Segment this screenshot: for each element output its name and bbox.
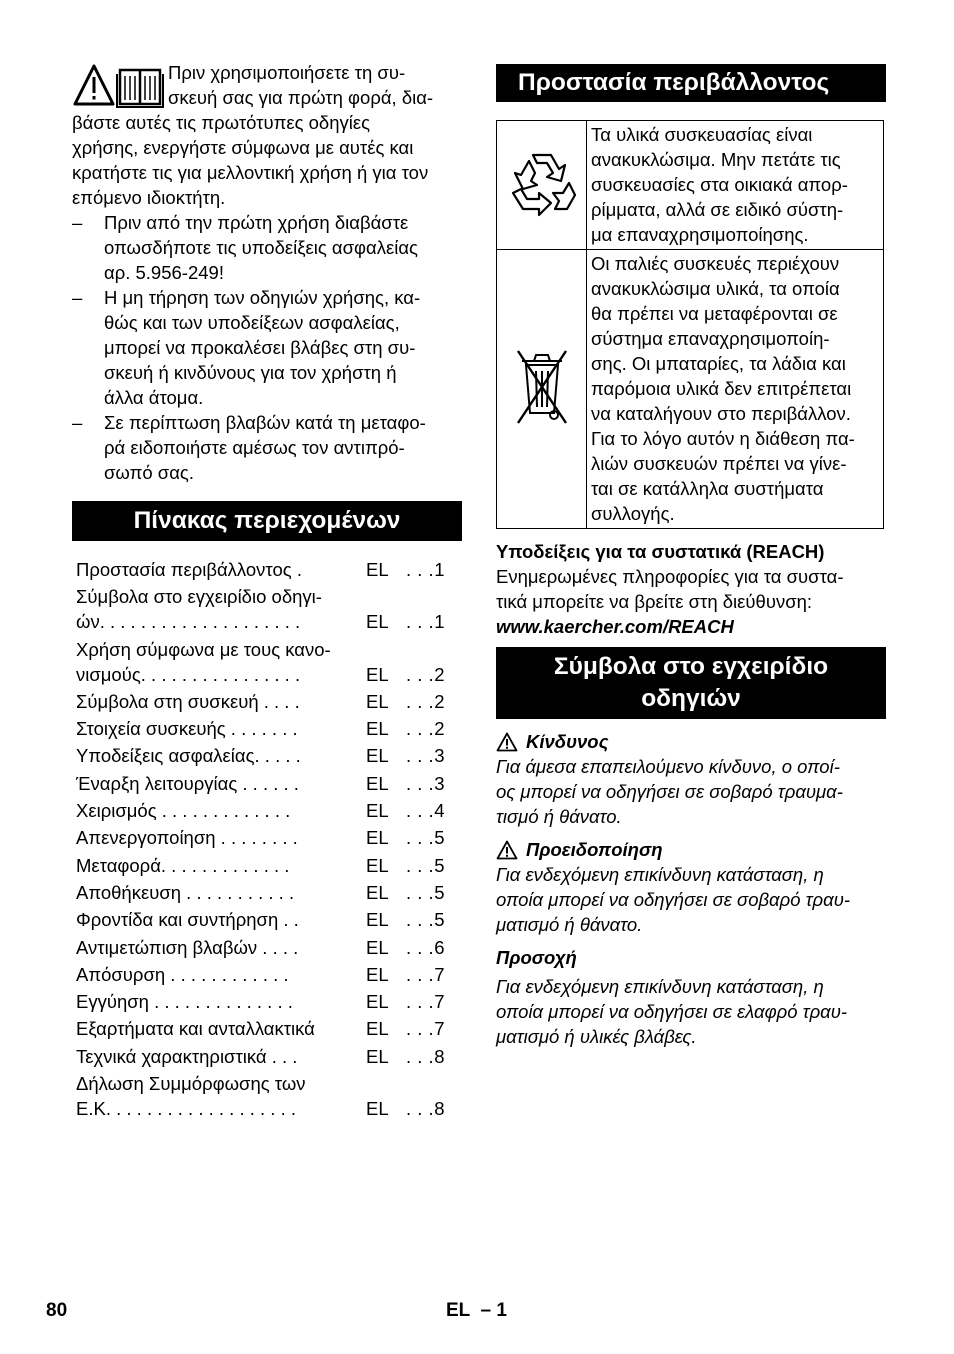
toc-entry-page: . . .7 — [406, 963, 445, 985]
intro-line: επόμενο ιδιοκτήτη. — [72, 187, 226, 208]
heading-line: οδηγιών — [641, 685, 741, 712]
toc-entry[interactable] — [72, 1071, 462, 1121]
desc-line: ος μπορεί να οδηγήσει σε σοβαρό τραυμα- — [496, 781, 843, 802]
symbol-title — [496, 945, 886, 970]
table-of-contents — [72, 557, 462, 1121]
toc-entry[interactable] — [72, 584, 462, 634]
reach-url-link[interactable]: www.kaercher.com/REACH — [496, 616, 734, 637]
crossed-bin-icon-cell — [497, 250, 587, 529]
toc-title-line: Αντιμετώπιση βλαβών . . . . — [76, 936, 299, 958]
toc-entry[interactable] — [72, 989, 462, 1014]
cell-line: ται σε κατάλληλα συστήματα — [591, 478, 824, 499]
symbol-title-text: Προσοχή — [496, 947, 577, 968]
toc-entry-lang: EL — [366, 663, 389, 685]
reach-title: Υποδείξεις για τα συστατικά (REACH) — [496, 541, 825, 562]
toc-entry-title — [76, 962, 366, 987]
bullet-dash: – — [72, 287, 83, 308]
left-column — [72, 60, 462, 1121]
toc-title-line: Εξαρτήματα και ανταλλακτικά — [76, 1018, 315, 1040]
toc-entry-page: . . .5 — [406, 827, 445, 849]
recycle-icon — [503, 143, 581, 221]
toc-entry-lang: EL — [366, 772, 389, 794]
cell-line: Τα υλικά συσκευασίας είναι — [591, 124, 813, 145]
toc-entry-page: . . .7 — [406, 1018, 445, 1040]
table-row — [497, 250, 884, 529]
toc-entry[interactable] — [72, 825, 462, 850]
old-devices-recycle-text — [587, 250, 884, 529]
toc-title-line: Στοιχεία συσκευής . . . . . . . — [76, 718, 298, 740]
toc-title-line: Έναρξη λειτουργίας . . . . . . — [76, 772, 299, 794]
toc-title-line: Τεχνικά χαρακτηριστικά . . . — [76, 1045, 298, 1067]
toc-entry-lang: EL — [366, 800, 389, 822]
cell-line: Για το λόγο αυτόν η διάθεση πα- — [591, 428, 855, 449]
toc-title-line: ών. . . . . . . . . . . . . . . . . . . . — [76, 611, 301, 633]
symbol-title — [496, 729, 886, 754]
right-column — [496, 64, 886, 1049]
toc-title-line: Εγγύηση . . . . . . . . . . . . . . — [76, 991, 293, 1013]
cell-line: συλλογής. — [591, 503, 675, 524]
toc-entry[interactable] — [72, 743, 462, 768]
intro-line: χρήσης, ενεργήστε σύμφωνα με αυτές και — [72, 137, 414, 158]
warning-triangle-icon — [496, 840, 518, 860]
reach-line: τικά μπορείτε να βρείτε στη διεύθυνση: — [496, 591, 813, 612]
reach-line: Ενημερωμένες πληροφορίες για τα συστα- — [496, 566, 844, 587]
toc-entry-title — [76, 716, 366, 741]
toc-entry-lang: EL — [366, 1018, 389, 1040]
page-number: 80 — [46, 1300, 68, 1321]
bullet-line: θώς και των υποδείξεων ασφαλείας, — [104, 312, 400, 333]
desc-line: Για ενδεχόμενη επικίνδυνη κατάσταση, η — [496, 864, 824, 885]
toc-entry-title — [76, 584, 366, 634]
table-row — [497, 121, 884, 250]
toc-entry-page: . . .8 — [406, 1098, 445, 1120]
toc-entry-lang: EL — [366, 611, 389, 633]
symbol-title — [496, 837, 886, 862]
bullet-line: αρ. 5.956-249! — [104, 262, 224, 283]
desc-line: οποία μπορεί να οδηγήσει σε σοβαρό τραυ- — [496, 889, 851, 910]
toc-entry-title — [76, 935, 366, 960]
toc-entry-lang: EL — [366, 963, 389, 985]
toc-entry-title — [76, 743, 366, 768]
heading-line: Σύμβολα στο εγχειρίδιο — [553, 653, 829, 680]
toc-entry-page: . . .4 — [406, 800, 445, 822]
toc-entry-title — [76, 1016, 366, 1041]
bullet-line: σκευή ή κινδύνους για τον χρήστη ή — [104, 362, 397, 383]
toc-entry-page: . . .2 — [406, 690, 445, 712]
cell-line: παρόμοια υλικά δεν επιτρέπεται — [591, 378, 852, 399]
toc-title-line: Προστασία περιβάλλοντος . — [76, 559, 302, 580]
toc-entry[interactable] — [72, 907, 462, 932]
bullet-line: άλλα άτομα. — [104, 387, 204, 408]
cell-line: συσκευασίες στα οικιακά απορ- — [591, 174, 848, 195]
desc-line: Για ενδεχόμενη επικίνδυνη κατάσταση, η — [496, 976, 824, 997]
toc-entry-title — [76, 557, 366, 582]
toc-title-line: Χρήση σύμφωνα με τους κανο- — [76, 638, 331, 660]
toc-entry-page: . . .1 — [406, 559, 445, 580]
safety-bullet-list — [72, 210, 462, 485]
toc-entry-page: . . .2 — [406, 663, 445, 685]
toc-entry-page: . . .3 — [406, 745, 445, 767]
warning-triangle-icon — [496, 732, 518, 752]
environment-heading: Προστασία περιβάλλοντος — [496, 64, 886, 102]
environment-table — [496, 120, 884, 529]
toc-title-line: Ε.Κ. . . . . . . . . . . . . . . . . . . — [76, 1098, 296, 1120]
toc-title-line: νισμούς. . . . . . . . . . . . . . . . — [76, 663, 301, 685]
toc-entry-lang: EL — [366, 909, 389, 931]
toc-title-line: Απόσυρση . . . . . . . . . . . . — [76, 963, 289, 985]
toc-entry[interactable] — [72, 798, 462, 823]
desc-line: ματισμό ή υλικές βλάβες. — [496, 1026, 697, 1047]
toc-entry-title — [76, 637, 366, 687]
toc-entry-title — [76, 1044, 366, 1069]
symbol-title-text: Κίνδυνος — [526, 731, 609, 752]
toc-entry[interactable] — [72, 557, 462, 582]
warning-manual-icon — [72, 62, 164, 108]
toc-entry-title — [76, 907, 366, 932]
toc-entry-page: . . .5 — [406, 881, 445, 903]
toc-title-line: Σύμβολα στη συσκευή . . . . — [76, 690, 300, 712]
toc-entry-page: . . .1 — [406, 611, 445, 633]
symbol-warning — [496, 837, 886, 937]
toc-entry-title — [76, 853, 366, 878]
cell-line: σης. Οι μπαταρίες, τα λάδια και — [591, 353, 846, 374]
toc-entry-lang: EL — [366, 1098, 389, 1120]
bullet-item — [72, 285, 462, 410]
intro-line: κρατήστε τις για μελλοντική χρήση ή για τον — [72, 162, 429, 183]
toc-entry-page: . . .5 — [406, 909, 445, 931]
symbol-description — [496, 974, 886, 1049]
toc-entry-title — [76, 989, 366, 1014]
crossed-bin-icon — [512, 341, 572, 431]
toc-entry[interactable] — [72, 771, 462, 796]
toc-entry[interactable] — [72, 689, 462, 714]
reach-section — [496, 539, 886, 639]
desc-line: οποία μπορεί να οδηγήσει σε ελαφρό τραυ- — [496, 1001, 848, 1022]
toc-entry-lang: EL — [366, 690, 389, 712]
toc-entry-lang: EL — [366, 936, 389, 958]
desc-line: τισμό ή θάνατο. — [496, 806, 622, 827]
toc-entry[interactable] — [72, 1044, 462, 1069]
toc-title-line: Σύμβολα στο εγχειρίδιο οδηγι- — [76, 586, 322, 608]
toc-entry[interactable] — [72, 853, 462, 878]
cell-line: Οι παλιές συσκευές περιέχουν — [591, 253, 840, 274]
toc-entry-lang: EL — [366, 559, 389, 580]
toc-entry-title — [76, 771, 366, 796]
toc-entry-page: . . .7 — [406, 991, 445, 1013]
toc-entry-page: . . .8 — [406, 1045, 445, 1067]
bullet-item — [72, 410, 462, 485]
intro-line: Πριν χρησιμοποιήσετε τη συ- — [168, 62, 406, 83]
bullet-line: Σε περίπτωση βλαβών κατά τη μεταφο- — [104, 412, 426, 433]
toc-title-line: Δήλωση Συμμόρφωσης των — [76, 1073, 306, 1095]
toc-entry[interactable] — [72, 880, 462, 905]
cell-line: ανακυκλώσιμα. Μην πετάτε τις — [591, 149, 841, 170]
bullet-line: σωπό σας. — [104, 462, 194, 483]
bullet-line: μπορεί να προκαλέσει βλάβες στη συ- — [104, 337, 416, 358]
bullet-line: Πριν από την πρώτη χρήση διαβάστε — [104, 212, 409, 233]
toc-entry-title — [76, 689, 366, 714]
toc-title-line: Φροντίδα και συντήρηση . . — [76, 909, 299, 931]
toc-title-line: Υποδείξεις ασφαλείας. . . . . — [76, 745, 301, 767]
bullet-line: οπωσδήποτε τις υποδείξεις ασφαλείας — [104, 237, 418, 258]
toc-entry-lang: EL — [366, 854, 389, 876]
toc-entry-page: . . .6 — [406, 936, 445, 958]
toc-entry[interactable] — [72, 935, 462, 960]
toc-entry-page: . . .3 — [406, 772, 445, 794]
bullet-dash: – — [72, 412, 83, 433]
cell-line: θα πρέπει να μεταφέρονται σε — [591, 303, 838, 324]
packaging-recycle-text — [587, 121, 884, 250]
toc-entry-page: . . .5 — [406, 854, 445, 876]
bullet-item — [72, 210, 462, 285]
intro-section — [72, 60, 462, 210]
toc-entry-title — [76, 825, 366, 850]
toc-entry-title — [76, 880, 366, 905]
intro-line: βάστε αυτές τις πρωτότυπες οδηγίες — [72, 112, 371, 133]
symbol-caution — [496, 945, 886, 1049]
cell-line: λιών συσκευών πρέπει να γίνε- — [591, 453, 847, 474]
toc-title-line: Απενεργοποίηση . . . . . . . . — [76, 827, 298, 849]
bullet-line: Η μη τήρηση των οδηγιών χρήσης, κα- — [104, 287, 421, 308]
toc-entry[interactable] — [72, 637, 462, 687]
bullet-line: ρά ειδοποιήστε αμέσως τον αντιπρό- — [104, 437, 405, 458]
toc-entry-page: . . .2 — [406, 718, 445, 740]
desc-line: Για άμεσα επαπειλούμενο κίνδυνο, ο οποί- — [496, 756, 840, 777]
symbol-title-text: Προειδοποίηση — [526, 839, 663, 860]
toc-entry[interactable] — [72, 716, 462, 741]
toc-entry-lang: EL — [366, 881, 389, 903]
toc-entry-lang: EL — [366, 1045, 389, 1067]
cell-line: ρίμματα, αλλά σε ειδικό σύστη- — [591, 199, 844, 220]
recycle-icon-cell — [497, 121, 587, 250]
symbol-description — [496, 862, 886, 937]
toc-entry[interactable] — [72, 1016, 462, 1041]
toc-title-line: Μεταφορά. . . . . . . . . . . . . — [76, 854, 290, 876]
toc-title-line: Αποθήκευση . . . . . . . . . . . — [76, 881, 295, 903]
cell-line: σύστημα επαναχρησιμοποίη- — [591, 328, 830, 349]
toc-entry-title — [76, 1071, 366, 1121]
symbol-description — [496, 754, 886, 829]
toc-entry-lang: EL — [366, 718, 389, 740]
toc-title-line: Χειρισμός . . . . . . . . . . . . . — [76, 800, 291, 822]
symbols-heading — [496, 647, 886, 719]
cell-line: ανακυκλώσιμα υλικά, τα οποία — [591, 278, 840, 299]
cell-line: μα επαναχρησιμοποίησης. — [591, 224, 809, 245]
desc-line: ματισμό ή θάνατο. — [496, 914, 643, 935]
cell-line: να καταλήγουν στο περιβάλλον. — [591, 403, 851, 424]
toc-entry-lang: EL — [366, 991, 389, 1013]
toc-entry-title — [76, 798, 366, 823]
toc-entry-lang: EL — [366, 745, 389, 767]
toc-entry-lang: EL — [366, 827, 389, 849]
symbol-danger — [496, 729, 886, 829]
toc-entry[interactable] — [72, 962, 462, 987]
toc-heading: Πίνακας περιεχομένων — [72, 501, 462, 541]
bullet-dash: – — [72, 212, 83, 233]
intro-line: σκευή σας για πρώτη φορά, δια- — [168, 87, 434, 108]
footer-lang-page: EL – 1 — [446, 1300, 507, 1321]
